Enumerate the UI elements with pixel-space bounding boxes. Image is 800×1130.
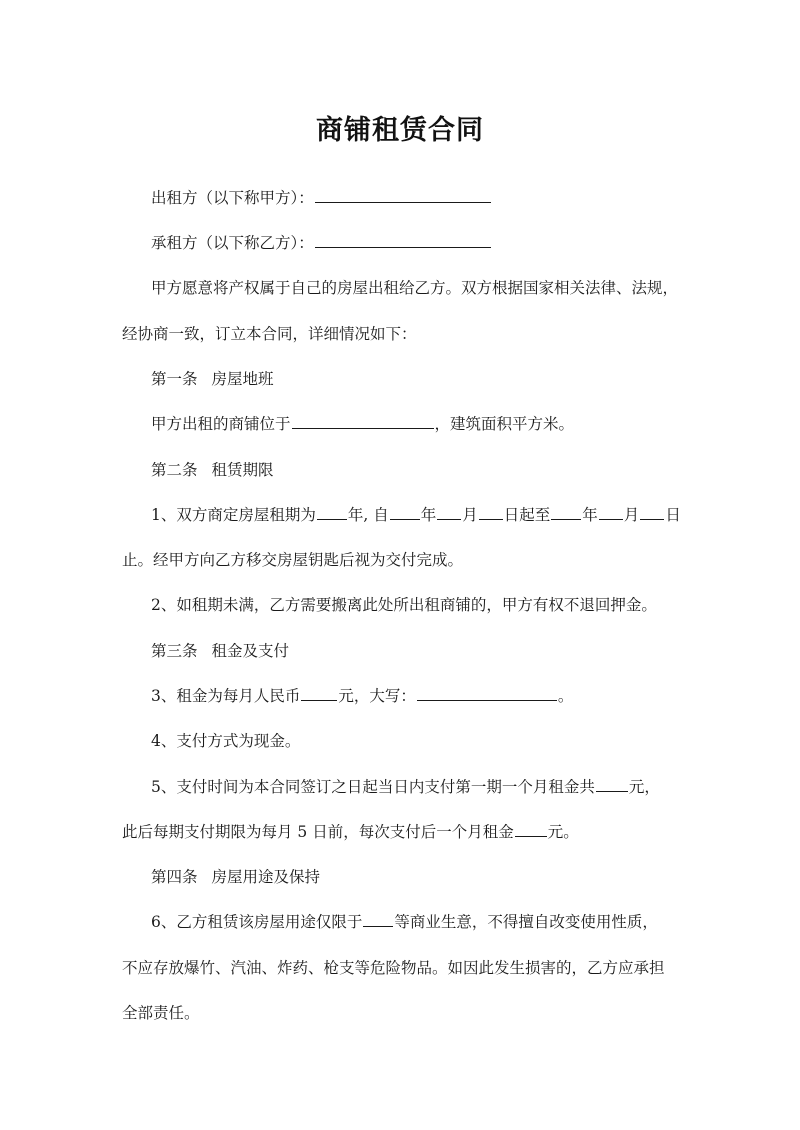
intro-line-1: 甲方愿意将产权属于自己的房屋出租给乙方。双方根据国家相关法律、法规， <box>151 279 679 297</box>
rent-capital-blank[interactable] <box>417 685 557 701</box>
clause-1-text-d: 月 <box>462 506 478 524</box>
party-b-label: 承租方（以下称乙方）： <box>151 234 314 252</box>
clause-3-text-b: 元，大写： <box>338 687 416 705</box>
usage-blank[interactable] <box>363 911 393 927</box>
clause-1-text-f: 年 <box>582 506 598 524</box>
article-1-title: 房屋地班 <box>211 370 274 388</box>
clause-6-text-b: 等商业生意，不得擅自改变使用性质， <box>394 913 658 931</box>
clause-6-line-1 <box>151 911 658 933</box>
article-2-title: 租赁期限 <box>211 461 274 479</box>
article-4-title: 房屋用途及保持 <box>211 868 321 886</box>
clause-2: 2、如租期未满，乙方需要搬离此处所出租商铺的，甲方有权不退回押金。 <box>151 596 657 614</box>
clause-5-line-2 <box>122 821 579 843</box>
clause-1-text-h: 日 <box>665 506 681 524</box>
lease-years-blank[interactable] <box>317 504 347 520</box>
clause-6-line-2: 不应存放爆竹、汽油、炸药、枪支等危险物品。如因此发生损害的，乙方应承担 <box>122 959 665 977</box>
clause-6-line-3: 全部责任。 <box>122 1004 200 1022</box>
article-1-text <box>151 413 574 435</box>
clause-1-line-2: 止。经甲方向乙方移交房屋钥匙后视为交付完成。 <box>122 551 464 569</box>
start-day-blank[interactable] <box>479 504 503 520</box>
article-3-title: 租金及支付 <box>211 642 290 660</box>
party-a-blank[interactable] <box>315 187 491 203</box>
clause-1-text-b: 年, 自 <box>347 506 389 524</box>
intro-line-2: 经协商一致，订立本合同，详细情况如下： <box>122 325 417 343</box>
party-a-line <box>151 187 492 209</box>
clause-4: 4、支付方式为现金。 <box>151 732 301 750</box>
clause-1-text-e: 日起至 <box>503 506 551 524</box>
clause-1-line-1 <box>151 504 681 526</box>
clause-5-text-b: 元， <box>628 778 660 796</box>
area-label: ，建筑面积平方米。 <box>434 415 575 433</box>
article-4-heading <box>151 866 320 888</box>
first-payment-blank[interactable] <box>596 776 628 792</box>
party-a-label: 出租方（以下称甲方）： <box>151 189 314 207</box>
clause-5-text-a: 5、支付时间为本合同签订之日起当日内支付第一期一个月租金共 <box>151 778 595 796</box>
article-1-heading <box>151 368 274 390</box>
article-2-heading <box>151 459 274 481</box>
article-4-number: 第四条 <box>151 868 198 886</box>
clause-1-text-g: 月 <box>623 506 640 524</box>
clause-3-text-a: 3、租金为每月人民币 <box>151 687 301 705</box>
document-title: 商铺租赁合同 <box>316 115 484 146</box>
start-month-blank[interactable] <box>437 504 461 520</box>
clause-3 <box>151 685 573 707</box>
rent-amount-blank[interactable] <box>301 685 337 701</box>
location-blank[interactable] <box>292 413 434 429</box>
clause-5-text-d: 元。 <box>547 823 579 841</box>
end-day-blank[interactable] <box>640 504 664 520</box>
party-b-blank[interactable] <box>315 232 491 248</box>
monthly-payment-blank[interactable] <box>515 821 547 837</box>
clause-6-text-a: 6、乙方租赁该房屋用途仅限于 <box>151 913 363 931</box>
party-b-line <box>151 232 492 254</box>
end-year-blank[interactable] <box>551 504 581 520</box>
article-3-number: 第三条 <box>151 642 198 660</box>
clause-5-text-c: 此后每期支付期限为每月 5 日前，每次支付后一个月租金 <box>122 823 514 841</box>
clause-1-text-a: 1、双方商定房屋租期为 <box>151 506 316 524</box>
start-year-blank[interactable] <box>390 504 420 520</box>
clause-3-text-c: 。 <box>557 687 574 705</box>
clause-5-line-1 <box>151 776 660 798</box>
location-label: 甲方出租的商铺位于 <box>151 415 291 433</box>
end-month-blank[interactable] <box>599 504 623 520</box>
article-3-heading <box>151 640 289 662</box>
clause-1-text-c: 年 <box>420 506 437 524</box>
article-2-number: 第二条 <box>151 461 198 479</box>
article-1-number: 第一条 <box>151 370 198 388</box>
